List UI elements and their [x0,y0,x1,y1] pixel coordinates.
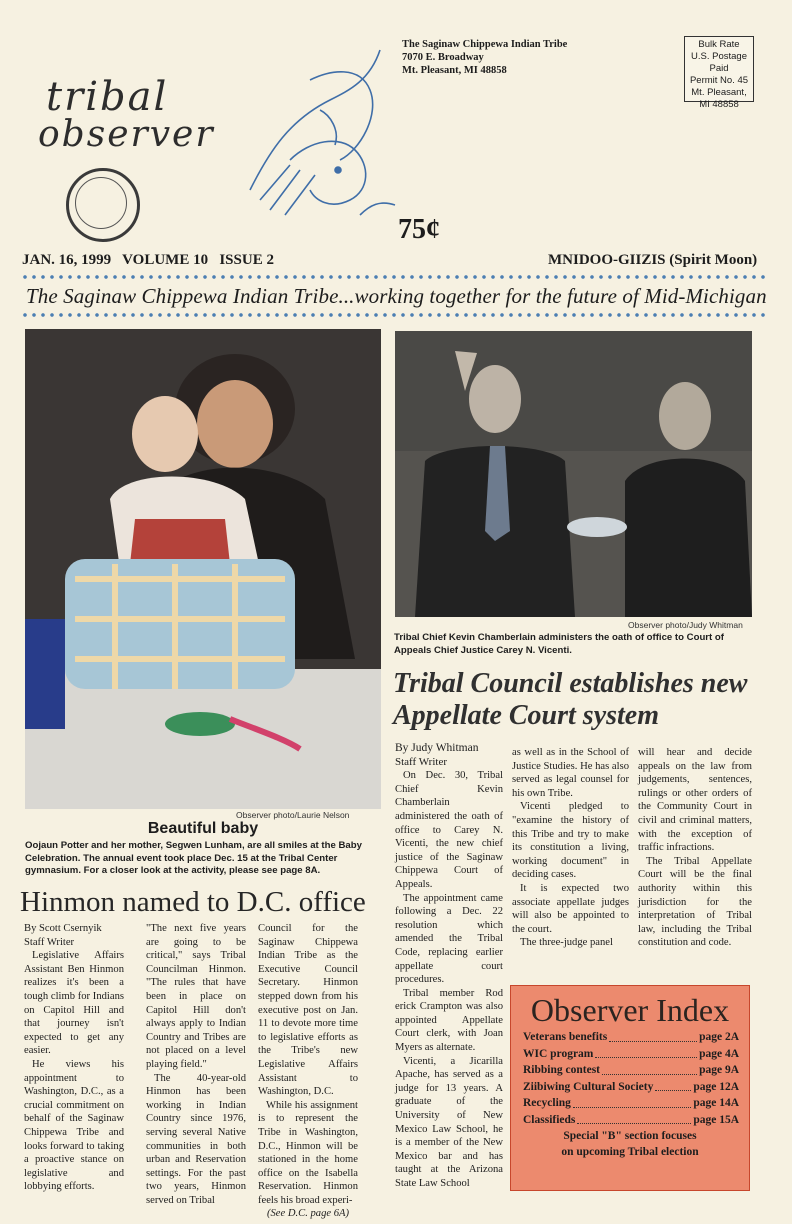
index-item-label: Recycling [523,1097,571,1109]
moon-name: MNIDOO-GIIZIS (Spirit Moon) [548,252,758,268]
paragraph: as well as in the School of Justice Studies. He has also served as legal counsel for his own Tribe. [512,747,629,799]
index-item-page: page 14A [693,1097,739,1109]
byline: By Judy Whitman [395,742,479,754]
index-item-label: Veterans benefits [523,1031,608,1043]
divider [22,274,770,280]
paragraph: Legislative Affairs Assistant Ben Hinmon realizes it's been a tough climb for Indians on Capitol Hill and that journey isn't expected to get any easier. [24,950,124,1057]
postage-line: U.S. Postage [691,51,747,62]
masthead-line2: observer [38,114,215,155]
paragraph: While his assignment is to represent the Tribe in Washington, D.C., Hinmon will be stationed in the home office on the Isabella Reservation. Hinmon feels his broad experi- [258,1099,358,1206]
index-item [511,1029,749,1046]
article-column [512,746,629,950]
byline-role: Staff Writer [395,755,447,768]
publisher-street: 7070 E. Broadway [402,52,484,63]
publisher-city: Mt. Pleasant, MI 48858 [402,65,507,76]
paragraph: The appointment came following a Dec. 22 resolution which amended the Tribal Code, replacing earlier appellate court procedures. [395,892,503,986]
paragraph: "The next five years are going to be critical," says Tribal Councilman Hinmon. "The rules that have been in place on Capitol Hill don't always apply to Indian Country and Tribes are not placed on a level playing field." [146,923,246,1070]
paragraph: Vicenti, a Jicarilla Apache, has served as a judge for 13 years. A graduate of the University of New Mexico Law School, he is a member of the New Mexico bar and has taught at the Arizona State Law School [395,1055,503,1189]
baby-photo-illustration [25,329,381,809]
baby-photo [25,329,381,809]
paragraph: will hear and decide appeals on the law from judgements, sentences, rulings or other orders of the Community Court in civil and criminal matters, with the exception of traffic infractions. [638,747,752,854]
paragraph: The Tribal Appellate Court will be the final authority within this jurisdiction for the interpretation of Tribal law, including the Tribal constitution and code. [638,855,752,949]
photo-title: Beautiful baby [147,820,259,837]
paragraph: On Dec. 30, Tribal Chief Kevin Chamberlain administered the oath of office to Carey N. Vicenti, the new chief justice of the Saginaw Chippewa Court of Appeals. [395,770,503,890]
index-item-label: Ziibiwing Cultural Society [523,1080,654,1093]
index-item-page: page 2A [699,1031,739,1043]
photo-caption: Oojaun Potter and her mother, Segwen Lunham, are all smiles at the Baby Celebration. The annual event took place Dec. 15 at the Tribal Center gymnasium. For a closer look at the activity, please see page 8A. [25,840,362,876]
article-column [24,922,124,1194]
postage-line: Bulk Rate [698,39,740,50]
article-column [146,922,246,1207]
oath-photo-illustration [395,331,752,617]
index-item [511,1062,749,1079]
index-title: Observer Index [530,992,730,1028]
jump-line: (See D.C. page 6A) [266,1208,350,1220]
article-column [258,922,358,1221]
index-item-label: WIC program [523,1047,594,1060]
paragraph: The three-judge panel [520,937,613,949]
postage-line: Mt. Pleasant, [691,87,747,98]
postage-line: MI 48858 [699,99,739,110]
masthead-line1: tribal [46,74,169,120]
headline-hinmon: Hinmon named to D.C. office [20,886,366,918]
issue-dateline: JAN. 16, 1999 VOLUME 10 ISSUE 2 [22,252,274,268]
photo-credit: Observer photo/Judy Whitman [628,620,743,630]
tagline: The Saginaw Chippewa Indian Tribe...working together for the future of Mid-Michigan [26,284,767,308]
postage-line: Permit No. 45 [689,75,749,86]
index-note: Special "B" section focuses [563,1130,697,1142]
index-item [511,1095,749,1112]
postage-box [684,36,754,110]
eagle-illustration-icon [230,40,400,230]
index-item [511,1046,749,1063]
paragraph: Vicenti pledged to "examine the history of this Tribe and try to make its constitution a living, working document" in deciding cases. [512,801,629,881]
tribal-seal-icon [66,168,140,242]
index-item [511,1079,749,1096]
observer-index-box [510,985,750,1191]
index-item-page: page 4A [699,1047,739,1060]
byline: By Scott Csernyik [24,923,102,934]
cover-price: 75¢ [398,214,440,245]
headline-court: Tribal Council establishes new Appellate Court system [393,668,748,731]
byline-role: Staff Writer [24,936,75,948]
index-item-page: page 9A [699,1064,739,1076]
photo-caption: Tribal Chief Kevin Chamberlain administers the oath of office to Court of Appeals Chief Justice Carey N. Vicenti. [394,632,724,656]
photo-credit: Observer photo/Laurie Nelson [236,810,350,820]
index-note: on upcoming Tribal election [561,1146,699,1158]
postage-line: Paid [709,63,729,74]
paragraph: The 40-year-old Hinmon has been working in Indian Country since 1976, serving several Native communities in both urban and Reservation settings. For the past two years, Hinmon served on Tribal [146,1072,246,1206]
index-item-page: page 15A [693,1113,739,1126]
publisher-address [402,38,567,77]
publisher-name: The Saginaw Chippewa Indian Tribe [402,39,568,50]
paragraph: He views his appointment to Washington, D.C., as a crucial commitment on behalf of the Saginaw Chippewa Tribe and looks forward to taking a proactive stance on legislative and lobbying efforts. [24,1058,124,1193]
paragraph: It is expected two associate appellate judges will also be appointed to the court. [512,882,629,935]
paragraph: Council for the Saginaw Chippewa Indian Tribe as the Executive Council Secretary. Hinmon stepped down from his executive post on Jan. 11 to devote more time to legislative efforts as the Tribe's new Legislative Affairs Assistant to Washington, D.C. [258,923,358,1098]
article-column [395,742,503,1191]
paragraph: Tribal member Rod erick Crampton was also appointed Appellate Court clerk, with Joan Myers as alternate. [395,987,503,1054]
index-item-label: Ribbing contest [523,1064,600,1076]
article-column [638,746,752,950]
masthead-logo [38,74,228,155]
index-item [511,1112,749,1129]
oath-photo [395,331,752,617]
divider [22,312,770,318]
index-item-label: Classifieds [523,1113,576,1126]
index-item-page: page 12A [693,1080,739,1093]
